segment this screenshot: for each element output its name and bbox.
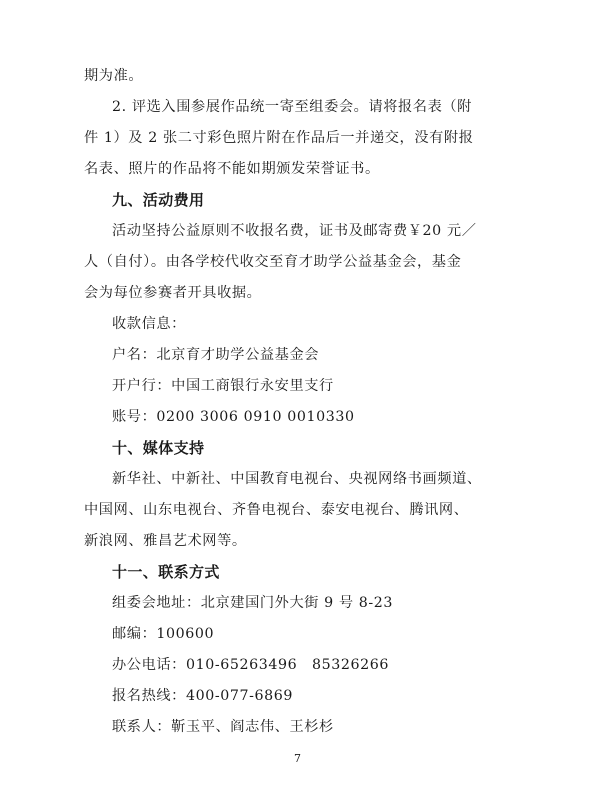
payment-account-name: 户名：北京育才助学公益基金会 <box>112 347 320 363</box>
paragraph-line: 件 1）及 2 张二寸彩色照片附在作品后一并递交，没有附报 <box>84 130 474 146</box>
contact-phone: 办公电话：010-65263496 85326266 <box>112 657 390 673</box>
payment-account-number: 账号：0200 3006 0910 0010330 <box>112 409 355 425</box>
paragraph-line: 新浪网、雅昌艺术网等。 <box>84 533 247 549</box>
section-heading-media: 十、媒体支持 <box>112 439 205 457</box>
contact-postcode: 邮编：100600 <box>112 626 215 642</box>
paragraph-line: 中国网、山东电视台、齐鲁电视台、泰安电视台、腾讯网、 <box>84 502 469 518</box>
contact-hotline: 报名热线：400-077-6869 <box>112 688 293 704</box>
payment-info-title: 收款信息： <box>112 316 186 332</box>
paragraph-line: 2. 评选入围参展作品统一寄至组委会。请将报名表（附 <box>112 99 472 115</box>
paragraph-line: 名表、照片的作品将不能如期颁发荣誉证书。 <box>84 161 380 177</box>
paragraph-line: 活动坚持公益原则不收报名费，证书及邮寄费￥20 元／ <box>112 223 477 239</box>
contact-persons: 联系人：靳玉平、阎志伟、王杉杉 <box>112 719 334 735</box>
contact-address: 组委会地址：北京建国门外大街 9 号 8-23 <box>112 595 394 611</box>
paragraph-line: 人（自付）。由各学校代收交至育才助学公益基金会，基金 <box>84 254 462 270</box>
paragraph-line: 会为每位参赛者开具收据。 <box>84 285 262 301</box>
page-number: 7 <box>294 752 301 765</box>
paragraph-line: 新华社、中新社、中国教育电视台、央视网络书画频道、 <box>112 471 482 487</box>
section-heading-fees: 九、活动费用 <box>112 191 205 209</box>
section-heading-contact: 十一、联系方式 <box>112 563 220 581</box>
payment-bank: 开户行：中国工商银行永安里支行 <box>112 378 334 394</box>
paragraph-line: 期为准。 <box>84 68 144 84</box>
